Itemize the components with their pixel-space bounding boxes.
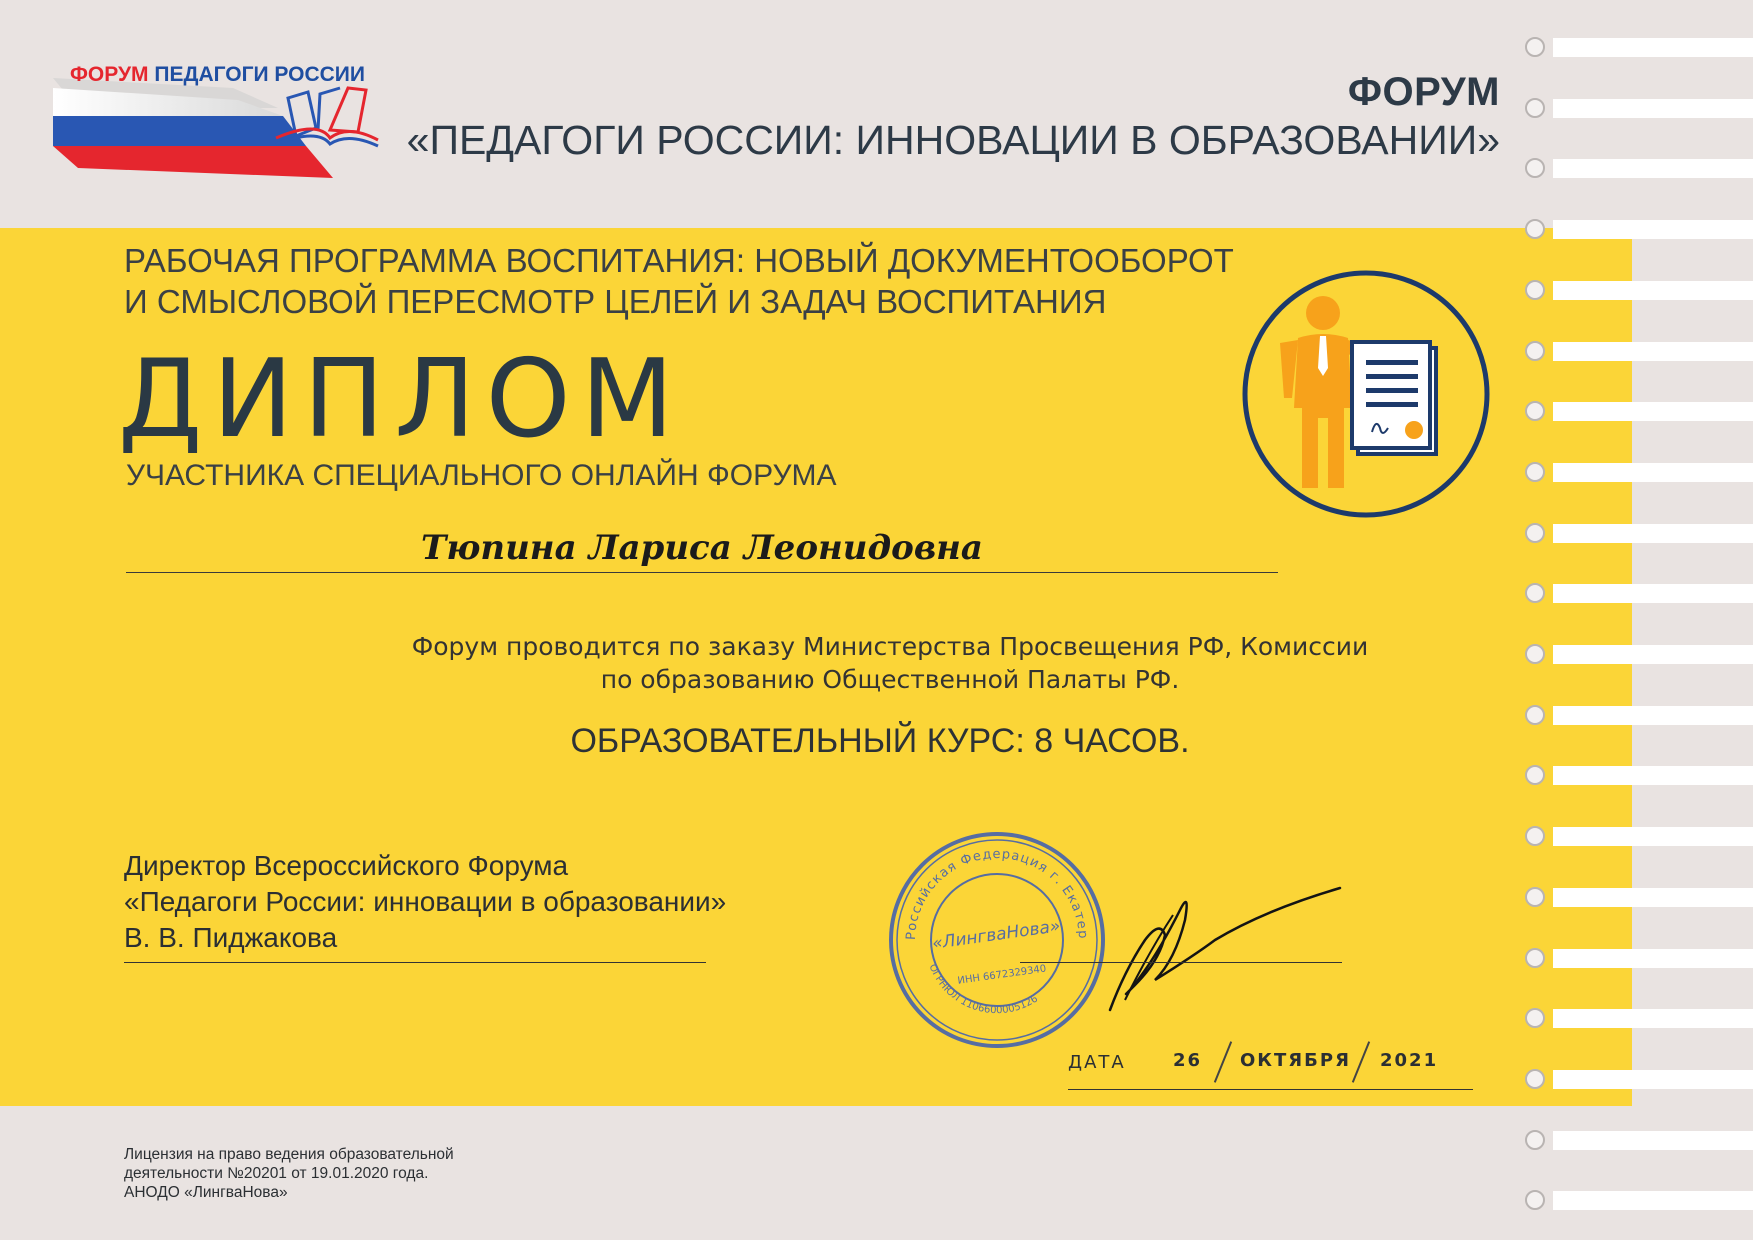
binder-stripe [1553, 1009, 1753, 1028]
binder-stripe [1553, 38, 1753, 57]
binder-stripe [1553, 220, 1753, 239]
binder-ring-icon [1525, 1130, 1545, 1150]
program-title [124, 240, 1234, 322]
binder-stripe [1553, 402, 1753, 421]
binder-stripe [1553, 159, 1753, 178]
director-line-2: «Педагоги России: инновации в образовании» [124, 886, 727, 917]
diploma-subtitle: УЧАСТНИКА СПЕЦИАЛЬНОГО ОНЛАЙН ФОРУМА [126, 459, 837, 492]
logo-text-rest: ПЕДАГОГИ РОССИИ [154, 63, 365, 86]
logo-text [70, 63, 365, 87]
ordered-by-line-1: Форум проводится по заказу Министерства Просвещения РФ, Комиссии [411, 632, 1369, 661]
binder-ring-icon [1525, 401, 1545, 421]
license-line-3: АНОДО «ЛингваНова» [124, 1184, 288, 1201]
diploma-title: ДИПЛОМ [118, 337, 684, 462]
binder-stripes [1525, 0, 1753, 1240]
binder-ring-icon [1525, 523, 1545, 543]
binder-stripe [1553, 706, 1753, 725]
director-name: В. В. Пиджакова [124, 922, 338, 953]
date-label: ДАТА [1068, 1052, 1126, 1073]
binder-stripe [1553, 888, 1753, 907]
stamp-inner-text: «ЛингваНова» [931, 916, 1062, 954]
license-line-2: деятельности №20201 от 19.01.2020 года. [124, 1165, 429, 1182]
license-line-1: Лицензия на право ведения образовательной [124, 1146, 454, 1163]
binder-ring-icon [1525, 462, 1545, 482]
binder-ring-icon [1525, 644, 1545, 664]
binder-ring-icon [1525, 341, 1545, 361]
binder-stripe [1553, 1070, 1753, 1089]
binder-stripe [1553, 99, 1753, 118]
date-underline [1068, 1089, 1473, 1090]
binder-ring-icon [1525, 765, 1545, 785]
binder-ring-icon [1525, 948, 1545, 968]
binder-ring-icon [1525, 280, 1545, 300]
course-hours: ОБРАЗОВАТЕЛЬНЫЙ КУРС: 8 ЧАСОВ. [570, 722, 1190, 760]
handwritten-signature [1105, 880, 1345, 1020]
ordered-by-line-2: по образованию Общественной Палаты РФ. [600, 665, 1180, 694]
stamp-signature-line [1020, 962, 1342, 963]
binder-ring-icon [1525, 37, 1545, 57]
name-underline [126, 572, 1278, 573]
stamp-outer-text: Российская Федерация г. Екатер [903, 846, 1091, 941]
binder-stripe [1553, 524, 1753, 543]
binder-stripe [1553, 584, 1753, 603]
binder-ring-icon [1525, 1190, 1545, 1210]
binder-stripe [1553, 1131, 1753, 1150]
binder-ring-icon [1525, 826, 1545, 846]
binder-stripe [1553, 949, 1753, 968]
date-month: ОКТЯБРЯ [1240, 1050, 1351, 1071]
forum-title: ФОРУМ [1347, 70, 1500, 114]
binder-ring-icon [1525, 1008, 1545, 1028]
recipient-name: Тюпина Лариса Леонидовна [421, 528, 983, 568]
director-block [124, 848, 726, 956]
date-year: 2021 [1380, 1050, 1439, 1071]
binder-ring-icon [1525, 158, 1545, 178]
binder-stripe [1553, 281, 1753, 300]
forum-subtitle: «ПЕДАГОГИ РОССИИ: ИННОВАЦИИ В ОБРАЗОВАНИИ» [406, 117, 1500, 163]
binder-stripe [1553, 1191, 1753, 1210]
director-line-1: Директор Всероссийского Форума [124, 850, 569, 881]
binder-stripe [1553, 463, 1753, 482]
binder-stripe [1553, 342, 1753, 361]
binder-stripe [1553, 645, 1753, 664]
binder-stripe [1553, 827, 1753, 846]
program-line-1: РАБОЧАЯ ПРОГРАММА ВОСПИТАНИЯ: НОВЫЙ ДОКУМЕНТООБОРОТ [124, 242, 1234, 279]
binder-ring-icon [1525, 887, 1545, 907]
binder-ring-icon [1525, 219, 1545, 239]
director-signature-line [124, 962, 706, 963]
teacher-with-document-icon [1240, 268, 1492, 520]
stamp-inn: ИНН 6672329340 [956, 963, 1047, 987]
binder-ring-icon [1525, 98, 1545, 118]
program-line-2: И СМЫСЛОВОЙ ПЕРЕСМОТР ЦЕЛЕЙ И ЗАДАЧ ВОСПИТАНИЯ [124, 283, 1107, 320]
binder-ring-icon [1525, 705, 1545, 725]
binder-ring-icon [1525, 1069, 1545, 1089]
binder-stripe [1553, 766, 1753, 785]
ordered-by-text [340, 630, 1440, 696]
organization-stamp [885, 828, 1110, 1053]
forum-logo [48, 58, 428, 188]
logo-text-forum: ФОРУМ [70, 63, 149, 86]
stamp-ogrn: ОГРНЮЛ 1106600005126 [926, 962, 1040, 1017]
date-day: 26 [1173, 1050, 1203, 1071]
binder-ring-icon [1525, 583, 1545, 603]
license-text [124, 1145, 454, 1202]
